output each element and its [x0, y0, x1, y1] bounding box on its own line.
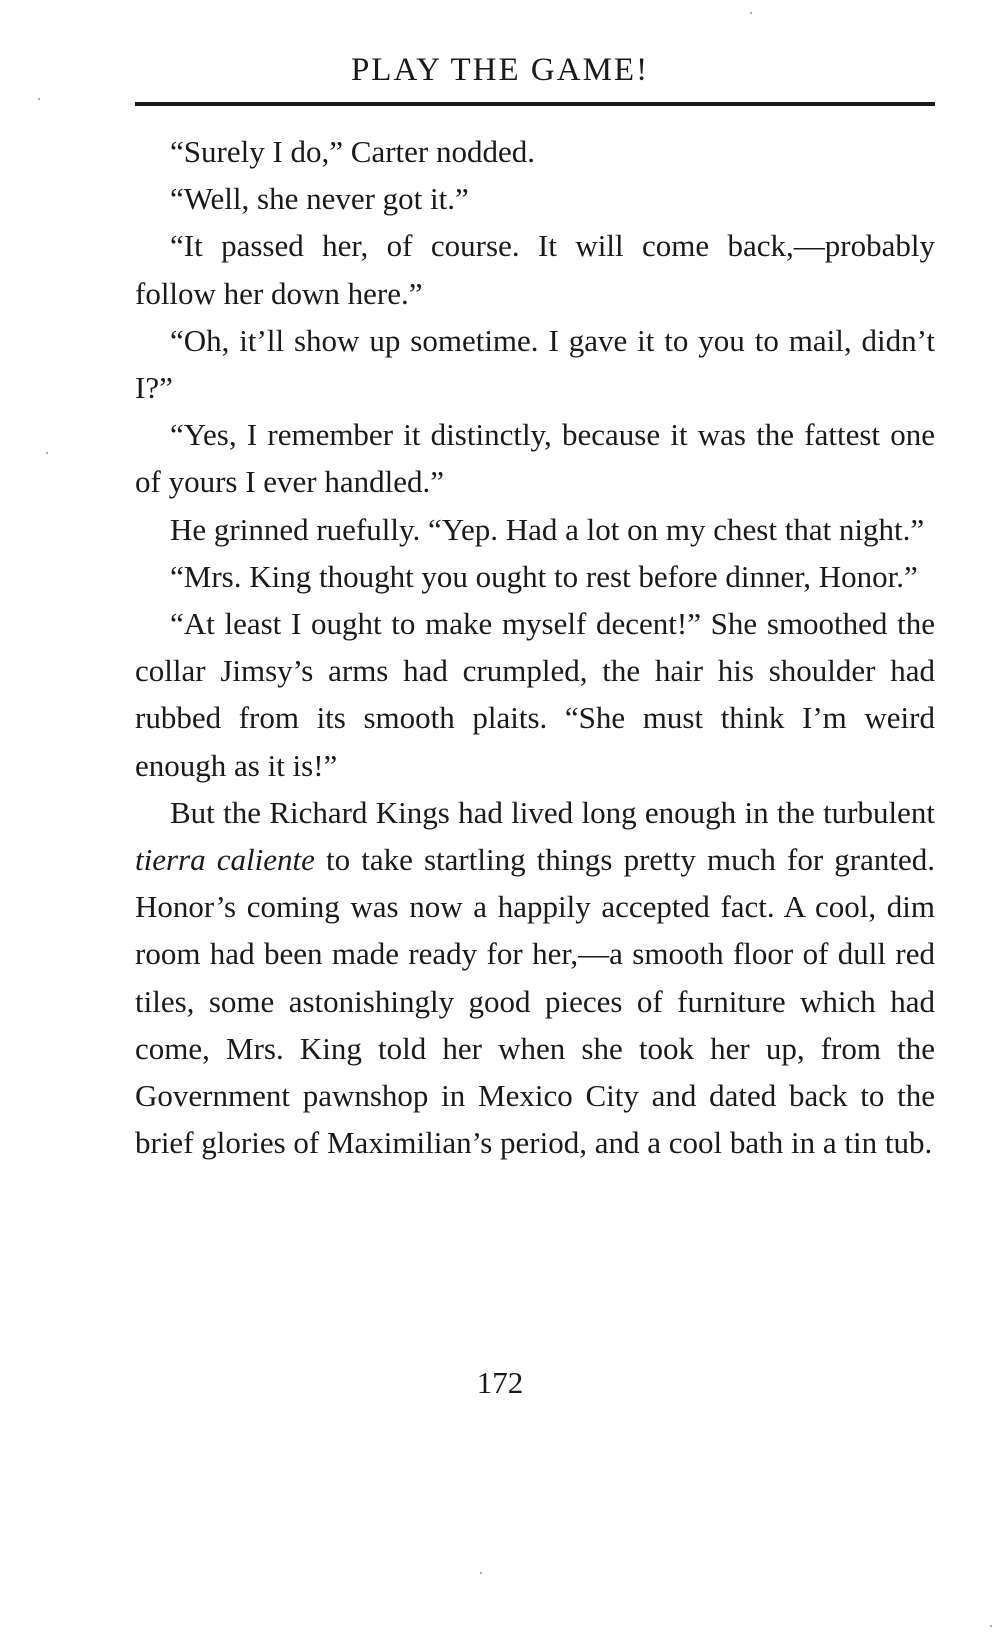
paragraph: “It passed her, of course. It will come back,—probably follow her down here.” — [135, 228, 935, 311]
scan-speck — [46, 452, 48, 454]
scan-speck — [38, 98, 40, 100]
header-rule — [135, 102, 935, 106]
paragraph-text-end: to take startling things pretty much for granted. Honor’s coming was now a happily accepted fact. A cool, dim room had been made ready for her,—a smooth floor of dull red tiles, some astonishingly good pieces of furniture which had come, Mrs. King told her when she took her up, from the Government pawnshop in Mexico City and dated back to the brief glories of Maximilian’s period, and a cool bath in a tin tub. — [135, 842, 935, 1161]
paragraph — [135, 789, 935, 1167]
paragraph: “Oh, it’ll show up sometime. I gave it to you to mail, didn’t I?” — [135, 322, 935, 406]
paragraph: “At least I ought to make myself decent!” She smoothed the collar Jimsy’s arms had crumpled, the hair his shoulder had rubbed from its smooth plaits. “She must think I’m weird enough as it is!” — [135, 606, 935, 783]
scan-speck — [990, 1625, 992, 1627]
italic-phrase: tierra caliente — [135, 842, 315, 878]
paragraph: “Surely I do,” Carter nodded. — [170, 134, 535, 169]
running-head: PLAY THE GAME! — [350, 52, 650, 88]
scan-speck — [750, 12, 752, 14]
paragraph: “Well, she never got it.” — [170, 181, 469, 217]
paragraph: “Yes, I remember it distinctly, because it was the fattest one of yours I ever handled.” — [135, 417, 935, 500]
paragraph: “Mrs. King thought you ought to rest before dinner, Honor.” — [170, 558, 918, 594]
paragraph-text-start: But the Richard Kings had lived long enough in the turbulent — [170, 794, 935, 830]
body-text — [135, 128, 935, 1166]
page-number: 172 — [476, 1365, 524, 1400]
scan-speck — [480, 1572, 482, 1574]
paragraph: He grinned ruefully. “Yep. Had a lot on my chest that night.” — [170, 511, 925, 547]
